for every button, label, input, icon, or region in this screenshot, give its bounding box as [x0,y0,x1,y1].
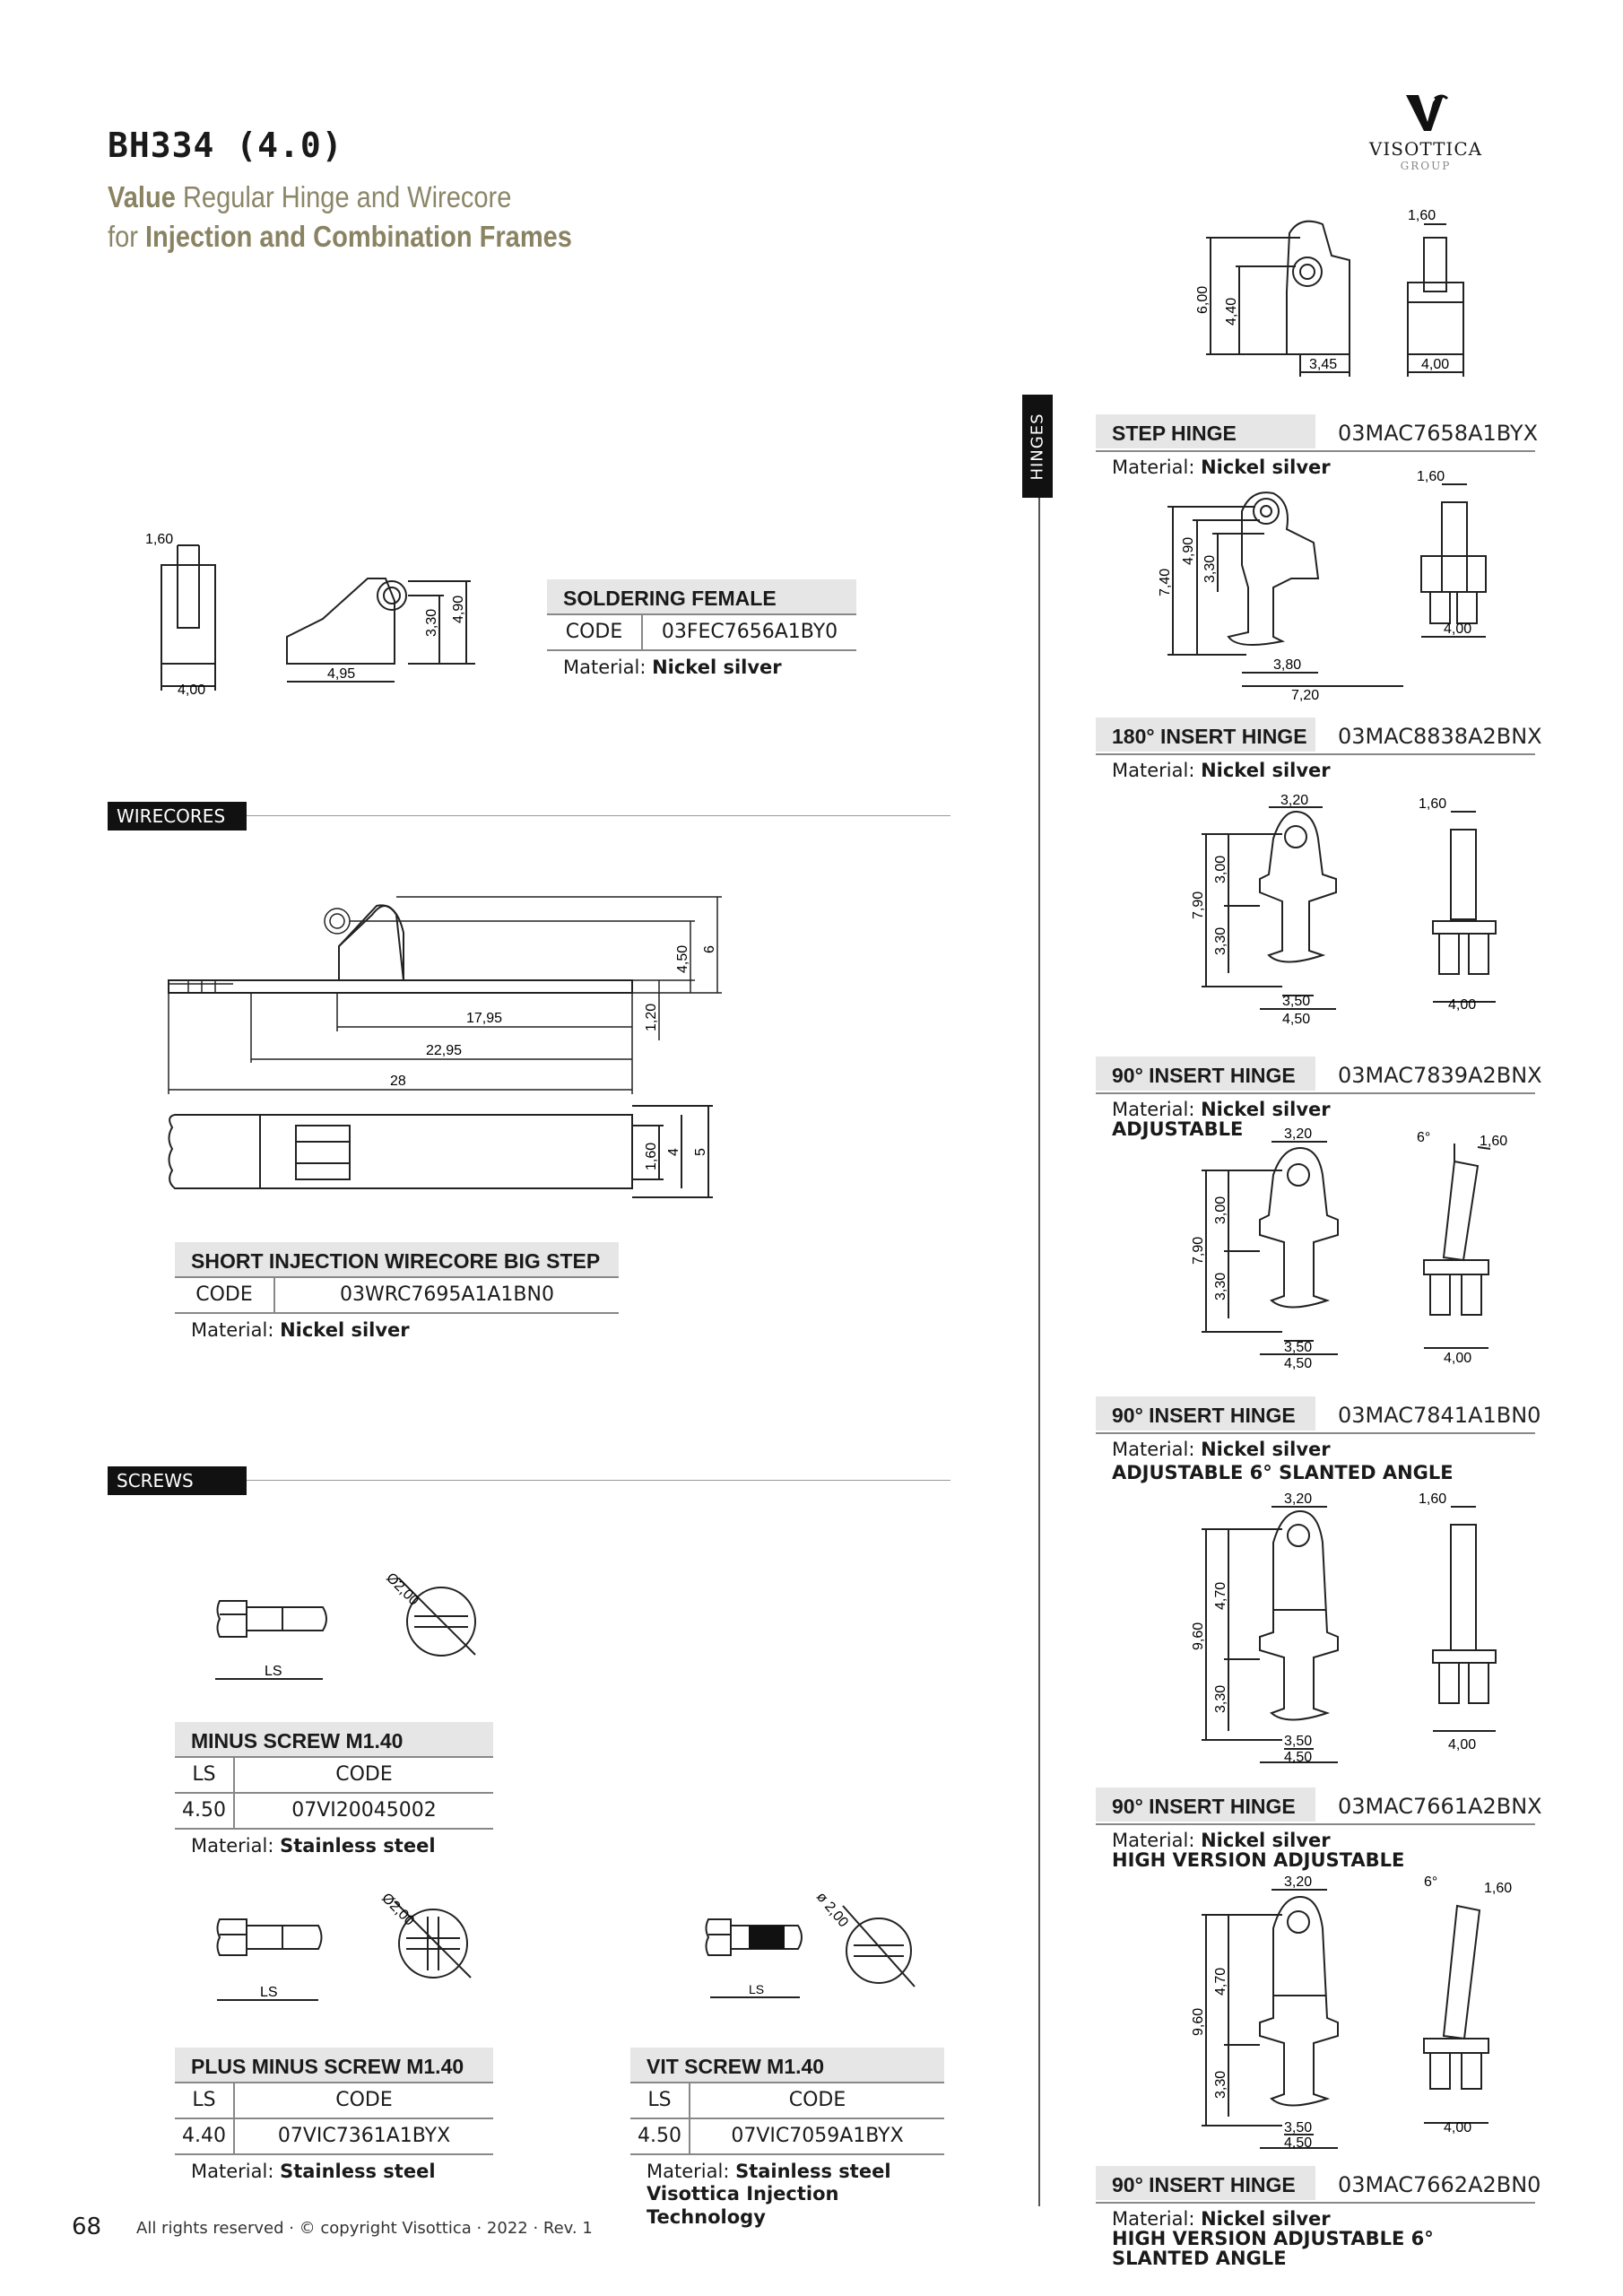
insert90h-dim-8: 4,00 [1448,1737,1477,1752]
section-label: WIRECORES [108,802,247,831]
table-row [630,2119,944,2155]
insert90a-dim-4: 3,00 [1213,855,1228,883]
vit-dia-dim: ø 2,00 [812,1889,852,1931]
table-row [630,2083,944,2119]
dim-w1: 1,60 [145,532,174,547]
hinge-note: HIGH VERSION ADJUSTABLE [1112,1849,1405,1871]
hinge-name: 90° INSERT HINGE [1096,1396,1315,1431]
insert90s-dim-8: 4,50 [1284,1356,1313,1371]
dim-h1: 4,50 [675,944,690,973]
hinge-bar [1096,414,1539,452]
material-line [1096,2209,1535,2229]
material-value: Nickel silver [1201,1830,1331,1851]
dim-l1: 17,95 [466,1011,503,1026]
material-label: Material: [1112,1099,1195,1120]
section-wirecores [108,802,950,831]
soldering-female-title: SOLDERING FEMALE [547,579,856,615]
material-line [175,2161,493,2182]
material-label: Material: [191,2161,274,2182]
hinge-name: 180° INSERT HINGE [1096,718,1315,752]
subtitle-bold-1: Value [108,180,176,213]
vit-ls-dim: LS [749,1982,765,1996]
material-value: Nickel silver [1201,760,1331,781]
code-label: CODE [335,1763,393,1786]
step-dim-5: 4,00 [1421,357,1450,372]
material-line [1096,1439,1535,1459]
insert90s-dim-9: 4,00 [1444,1351,1472,1366]
vertical-divider [1038,498,1040,2206]
insert90h-dim-4: 4,70 [1213,1581,1228,1610]
minus-ls-dim: LS [265,1664,282,1679]
step-dim-2: 6,00 [1195,285,1211,314]
table-row [547,615,856,651]
insert90hs-dim-4: 9,60 [1191,2007,1206,2036]
section-screws [108,1466,950,1495]
plus-minus-screw-drawing [206,1888,493,2022]
insert90s-dim-6: 3,30 [1213,1272,1228,1300]
code-label: CODE [335,2089,393,2111]
dim-h2: 6 [702,945,717,953]
material-label: Material: [563,657,647,678]
insert90a-dim-5: 3,30 [1213,926,1228,955]
insert90s-dim-2: 6° [1417,1130,1431,1145]
insert-90-high-drawing [1184,1489,1524,1785]
minus-screw-drawing [206,1561,493,1695]
material-label: Material: [1112,1830,1195,1851]
code-label: CODE [788,2089,846,2111]
ls-value: 4.40 [175,2119,235,2153]
insert90h-dim-5: 3,30 [1213,1684,1228,1713]
insert90a-dim-6: 3,50 [1282,994,1311,1009]
insert-90-high-slanted-drawing [1184,1870,1524,2166]
material-value: Stainless steel [280,1835,436,1857]
page-number: 68 [72,2213,102,2240]
insert90s-dim-4: 7,90 [1191,1236,1206,1265]
material-line [1096,761,1535,780]
insert90s-dim-7: 3,50 [1284,1340,1313,1355]
vit-note: Visottica Injection Technology [647,2183,839,2228]
plus-minus-screw-title: PLUS MINUS SCREW M1.40 [175,2048,493,2083]
material-label: Material: [1112,1439,1195,1460]
vit-thread-band [749,1926,785,1949]
hinge-90-insert-high [1096,1787,1542,1871]
material-line [175,1319,619,1341]
dim-t2: 4 [666,1148,681,1156]
page-title: BH334 (4.0) [108,126,343,165]
vit-screw-title: VIT SCREW M1.40 [630,2048,944,2083]
hinge-name: 90° INSERT HINGE [1096,1787,1315,1822]
material-line [1096,1100,1535,1119]
material-line [630,2161,944,2182]
soldering-female-table [547,579,856,678]
insert180-dim-6: 7,20 [1291,688,1320,703]
step-dim-4: 3,45 [1309,357,1338,372]
insert180-dim-2: 7,40 [1158,568,1173,596]
table-row [175,2083,493,2119]
section-rule [247,815,950,816]
material-label: Material: [191,1835,274,1857]
material-value: Nickel silver [1201,2208,1331,2230]
material-line [547,657,856,678]
hinge-code: 03MAC8838A2BNX [1338,724,1542,749]
dim-t1: 1,60 [644,1142,659,1170]
hinge-bar [1096,1787,1542,1825]
hinge-code: 03MAC7839A2BNX [1338,1063,1542,1088]
section-rule [247,1480,950,1481]
plusminus-dia-dim: Ø2,00 [378,1890,418,1929]
product-code: 03WRC7695A1A1BN0 [340,1283,554,1306]
product-code: 07VIC7059A1BYX [731,2125,904,2147]
hinge-note: ADJUSTABLE [1112,1118,1244,1140]
material-value: Nickel silver [1201,1439,1331,1460]
material-line [1096,1831,1535,1850]
code-label: CODE [547,615,643,649]
insert90s-dim-3: 1,60 [1480,1134,1508,1149]
hinge-180-insert [1096,718,1542,781]
insert180-dim-1: 1,60 [1417,469,1445,484]
hinge-name: STEP HINGE [1096,414,1315,448]
dim-h2: 4,90 [451,595,466,623]
insert90s-dim-5: 3,00 [1213,1196,1228,1224]
ls-label: LS [630,2083,690,2118]
subtitle-bold-2: Injection and Combination Frames [144,220,572,253]
table-row [175,2119,493,2155]
hinge-bar [1096,2166,1541,2204]
insert90a-dim-8: 4,00 [1448,997,1477,1013]
material-label: Material: [1112,457,1195,478]
table-row [175,1758,493,1794]
insert90h-dim-1: 3,20 [1284,1492,1313,1507]
ls-label: LS [175,1758,235,1792]
dim-l3: 28 [390,1074,406,1089]
dim-t3: 5 [693,1148,708,1156]
material-value: Stainless steel [735,2161,891,2182]
insert-90-adjustable-drawing [1184,794,1524,1036]
dim-h1: 3,30 [424,608,439,637]
material-value: Nickel silver [1201,457,1331,478]
insert90hs-dim-9: 4,00 [1444,2120,1472,2135]
visottica-logo [1363,90,1488,172]
plusminus-ls-dim: LS [260,1985,278,2000]
hinge-note: ADJUSTABLE 6° SLANTED ANGLE [1112,1462,1454,1483]
material-value: Nickel silver [1201,1099,1331,1120]
minus-screw-title: MINUS SCREW M1.40 [175,1722,493,1758]
vit-screw-drawing [699,1888,968,2022]
hinge-name: 90° INSERT HINGE [1096,1057,1315,1091]
insert-180-hinge-drawing [1148,457,1524,709]
table-row [175,1278,619,1314]
hinges-tab-label: HINGES [1028,412,1047,481]
soldering-female-drawing [143,520,484,709]
code-label: CODE [175,1278,275,1312]
insert90hs-dim-6: 3,30 [1213,2070,1228,2099]
visottica-v-icon [1399,90,1453,135]
logo-name: VISOTTICA [1368,138,1483,160]
hinge-note: HIGH VERSION ADJUSTABLE 6° SLANTED ANGLE [1112,2228,1434,2269]
insert90h-dim-7: 4,50 [1284,1750,1313,1765]
section-label: SCREWS [108,1466,247,1495]
step-dim-3: 4,40 [1224,297,1239,326]
material-line [175,1835,493,1857]
insert90h-dim-2: 1,60 [1419,1492,1447,1507]
material-value: Nickel silver [280,1319,410,1341]
wirecore-title: SHORT INJECTION WIRECORE BIG STEP [175,1242,619,1278]
wirecore-top-view [161,1099,735,1215]
insert90h-dim-6: 3,50 [1284,1734,1313,1749]
insert180-dim-5: 3,80 [1273,657,1302,673]
insert180-dim-4: 3,30 [1202,554,1218,583]
hinge-bar [1096,1396,1541,1434]
material-value: Nickel silver [652,657,782,678]
page-subtitle [108,178,572,257]
product-code: 03FEC7656A1BY0 [661,621,838,643]
table-row [175,1794,493,1830]
product-code: 07VI20045002 [291,1799,437,1822]
insert90hs-dim-1: 3,20 [1284,1874,1313,1890]
dim-l2: 22,95 [426,1043,463,1058]
material-label: Material: [1112,2208,1195,2230]
copyright-text: All rights reserved · © copyright Visottica · 2022 · Rev. 1 [136,2219,593,2238]
insert180-dim-7: 4,00 [1444,622,1472,637]
insert90a-dim-2: 1,60 [1419,796,1447,812]
insert90hs-dim-7: 3,50 [1284,2120,1313,2135]
hinge-bar [1096,718,1542,755]
insert90hs-dim-5: 4,70 [1213,1967,1228,1996]
minus-dia-dim: Ø2,00 [383,1570,422,1609]
step-dim-1: 1,60 [1408,208,1436,223]
wirecore-table [175,1242,619,1341]
step-hinge-drawing [1184,202,1524,390]
plus-minus-screw-table [175,2048,493,2182]
insert90a-dim-3: 7,90 [1191,891,1206,919]
hinge-bar [1096,1057,1542,1094]
hinge-code: 03MAC7841A1BN0 [1338,1403,1541,1428]
hinges-side-tab [1022,395,1053,498]
subtitle-pre-2: for [108,220,145,253]
dim-w3: 4,95 [327,666,356,682]
subtitle-rest-1: Regular Hinge and Wirecore [175,180,512,213]
hinge-code: 03MAC7662A2BN0 [1338,2172,1541,2197]
ls-label: LS [175,2083,235,2118]
hinge-code: 03MAC7658A1BYX [1338,421,1539,446]
hinge-code: 03MAC7661A2BNX [1338,1794,1542,1819]
insert90h-dim-3: 9,60 [1191,1622,1206,1650]
logo-sub: GROUP [1400,160,1452,172]
ls-value: 4.50 [630,2119,690,2153]
material-label: Material: [191,1319,274,1341]
dim-w2: 4,00 [178,683,206,698]
hinge-name: 90° INSERT HINGE [1096,2166,1315,2200]
product-code: 07VIC7361A1BYX [277,2125,451,2147]
hinge-90-insert-slanted [1096,1396,1541,1483]
insert90hs-dim-8: 4,50 [1284,2135,1313,2151]
insert180-dim-3: 4,90 [1181,536,1196,565]
minus-screw-table [175,1722,493,1857]
insert90hs-dim-2: 6° [1424,1874,1438,1890]
insert90a-dim-7: 4,50 [1282,1012,1311,1027]
insert90a-dim-1: 3,20 [1280,794,1309,808]
hinge-90-insert-high-slanted [1096,2166,1541,2269]
material-label: Material: [647,2161,730,2182]
ls-value: 4.50 [175,1794,235,1828]
material-label: Material: [1112,760,1195,781]
dim-h3: 1,20 [644,1003,659,1031]
vit-screw-table [630,2048,944,2229]
insert-90-slanted-drawing [1184,1126,1524,1386]
insert90s-dim-1: 3,20 [1284,1126,1313,1142]
insert90hs-dim-3: 1,60 [1484,1881,1513,1896]
material-value: Stainless steel [280,2161,436,2182]
